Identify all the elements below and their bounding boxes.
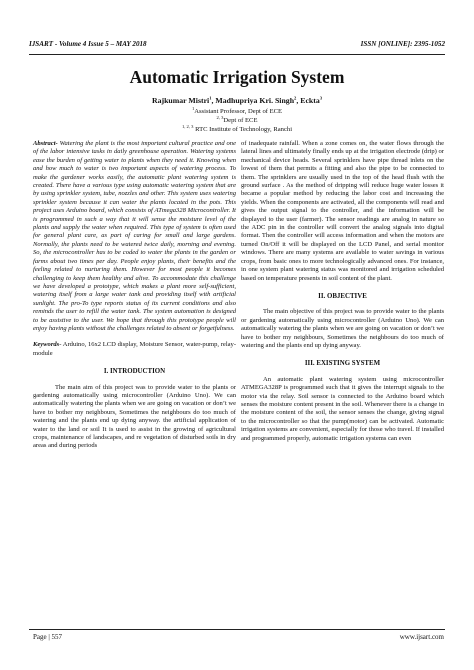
paper-title: Automatic Irrigation System xyxy=(129,67,345,87)
issn-label: ISSN [ONLINE]: 2395-1052 xyxy=(360,40,445,48)
existing-system-paragraph: An automatic plant watering system using microcontroller ATMEGA328P is programmed such that it gives the interrupt signals to the motor via the relay. Soil sensor is connected to the Arduino board which senses the moisture content present in the soil. Whenever there is a change in the moisture content of the soil, the sensor senses the change, giving signal to the microcontroller so that the pump(motor) can be activated. Automatic irrigation systems are convenient, especially for those who travel. If installed and programmed properly, automatic irrigation systems can even xyxy=(241,375,444,442)
header-divider xyxy=(29,54,445,55)
abstract-label: Abstract- xyxy=(33,140,58,147)
affiliation xyxy=(0,105,474,115)
affiliation-sup: 1 xyxy=(191,105,195,111)
keywords-paragraph xyxy=(33,341,236,358)
section-heading-existing-system: III. EXISTING SYSTEM xyxy=(304,360,381,368)
introduction-continued-paragraph: of inadequate rainfall. When a zone comes on, the water flows through the lateral lines and ultimately finally ends up at the irrigation electrode (drip) or mechanical device heads. Several sprinklers have pipe thread inlets on the lowest of them that permits a fitting and also the pipe to be connected to them. The sprinklers are usually used in the top of the head flush with the ground surface . As the method of dripping will reduce huge water losses it became a popular method by reducing the labor cost and increasing the yields. When the components are activated, all the components will read and gives the output signal to the controller, and the information will be displayed to the user (farmer). The sensor readings are analog in nature so the ADC pin in the controller will convert the analog signals into digital format. Then the controller will access information and when the motors are turned On/Off it will be displayed on the LCD Panel, and serial monitor windows. There are many systems are available to water savings in various crops, from basic ones to more technologically advanced ones. For instance, in one system plant watering status was monitored and irrigation scheduled based on temperature presents in soil content of the plant. xyxy=(241,140,444,282)
author-name: Madhupriya Kri. Singh xyxy=(215,96,295,105)
introduction-paragraph: The main aim of this project was to provide water to the plants or gardening automatically using microcontroller (Arduino Uno). We can automatically watering the plants when we are going on vacation or don’t we have to bother my neighbours, Sometimes the neighbours do too much of watering and the plants end up dying anyway. the artificial application of water to the land or soil It is used to assist in the growing of agricultural crops, maintenance of landscapes, and re vegetation of disturbed soils in dry areas and during periods xyxy=(33,383,236,450)
affiliation-text: Dept of ECE xyxy=(223,117,258,124)
affiliation xyxy=(0,114,474,124)
affiliation-text: RTC Institute of Technology, Ranchi xyxy=(195,126,293,133)
abstract-text: Watering the plant is the most important cultural practice and one of the labor intensive tasks in daily greenhouse operation. Watering systems ease the burden of getting water to plants when they need it. Knowing when and how much to water is two important aspects of watering process. To make the gardener works easily, the automatic plant watering system is created. There have a various type using automatic watering system that are by using sprinkler system, tube, nozzles and other. This system uses watering sprinkler system because it can water the plants located in the pots. This project uses Arduino board, which consists of ATmega328 Microcontroller. It is programmed in such a way that it will sense the moisture level of the plants and supply the water when required. This type of system is often used for general plant care, as part of caring for small and large gardens. Normally, the plants need to be watered twice daily, morning and evening. So, the microcontroller has to be coded to water the plants in the garden or farms about two times per day. People enjoy plants, their benefits and the feeling related to nurturing them. However for most people it becomes challenging to keep them healthy and alive. To accommodate this challenge we have developed a prototype, which makes a plant more self-sufficient, watering itself from a large water tank and providing itself with artificial sunlight. The pro-To type reports status of its current conditions and also reminds the user to refill the water tank. The system automation is designed to be assistive to the user. We hope that through this prototype people will enjoy having plants without the challenges related to absent or forgetfulness. xyxy=(33,140,236,332)
author-line: Rajkumar Mistri$^1$, Madhupriya Kri. Singh$^2$, Eckta$^3$ xyxy=(151,95,323,105)
author-sup: 1 xyxy=(209,95,212,101)
keywords-text: - Arduino, 16x2 LCD display, Moisture Sensor, water-pump, relay-module xyxy=(33,341,236,357)
author-sup: 2 xyxy=(294,95,297,101)
author-name: Eckta xyxy=(300,96,320,105)
left-column xyxy=(33,140,236,451)
page-footer xyxy=(33,633,444,641)
running-header xyxy=(29,40,445,52)
affiliation-text: Assistant Professor, Dept of ECE xyxy=(194,108,283,115)
abstract-paragraph xyxy=(33,140,236,333)
page-number: Page | 557 xyxy=(33,633,63,641)
affiliation-sup: 1, 2, 3 xyxy=(181,123,194,129)
affiliation-sup: 2, 3 xyxy=(216,114,224,120)
footer-divider xyxy=(29,629,445,630)
keywords-label: Keywords xyxy=(33,341,60,349)
affiliation xyxy=(0,123,474,133)
section-heading-objective: II. OBJECTIVE xyxy=(318,292,367,300)
journal-issue-label: IJSART - Volume 4 Issue 5 – MAY 2018 xyxy=(29,40,147,48)
right-column xyxy=(241,140,444,443)
author-name: Rajkumar Mistri xyxy=(151,96,210,105)
author-sup: 3 xyxy=(319,95,323,101)
journal-url: www.ijsart.com xyxy=(399,633,444,641)
section-heading-introduction: I. INTRODUCTION xyxy=(103,368,166,376)
objective-paragraph: The main objective of this project was to provide water to the plants or gardening automatically using microcontroller (Arduino Uno). We can automatically watering the plants when we are going on vacation or don’t we have to bother my neighbours, Sometimes the neighbours do too much of watering and the plants end up dying anyway. xyxy=(241,308,444,349)
